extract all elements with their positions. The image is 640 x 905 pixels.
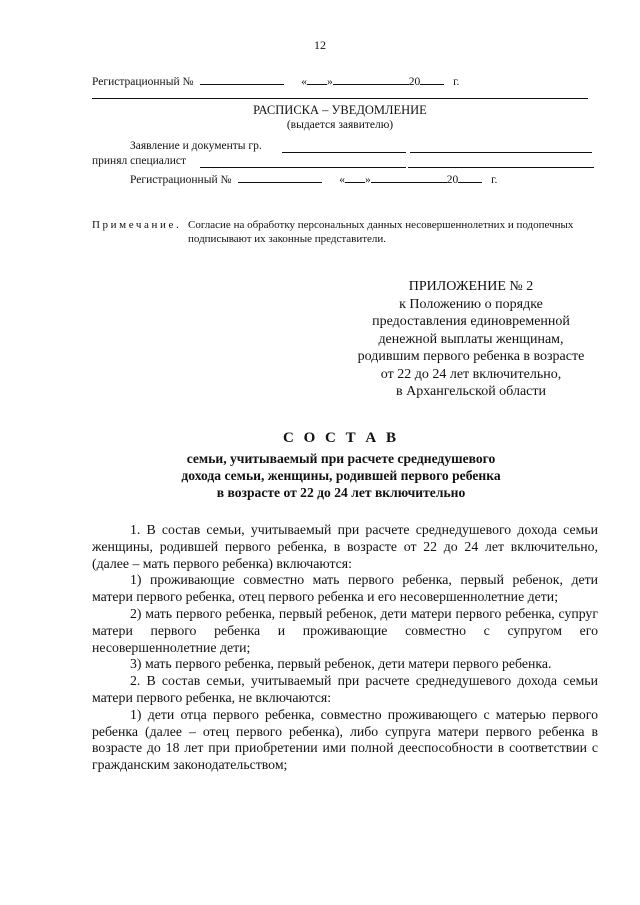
day-blank[interactable]	[307, 73, 327, 85]
paragraph: 1) дети отца первого ребенка, совместно проживающего с матерью первого ребенка (далее – отец первого ребенка), либо супруга матери первого ребенка в возрасте до 18 лет при приобретении ими полной дееспособности в соответствии с гражданским законодательством;	[92, 706, 598, 773]
receipt-quote-close: »	[364, 174, 371, 186]
page-number: 12	[314, 38, 326, 52]
paragraph: 3) мать первого ребенка, первый ребенок, дети матери первого ребенка.	[130, 656, 552, 672]
appendix-line: денежной выплаты женщинам,	[378, 331, 564, 347]
registration-label: Регистрационный №	[92, 76, 194, 88]
paragraph: 2. В состав семьи, учитываемый при расчете среднедушевого дохода семьи матери первого ребенка, не включаются:	[92, 673, 598, 705]
receipt-registration-label: Регистрационный №	[130, 174, 232, 186]
applicant-name-blank-2[interactable]	[410, 152, 592, 153]
receipt-title: РАСПИСКА – УВЕДОМЛЕНИЕ	[253, 103, 427, 117]
quote-close: »	[326, 76, 333, 88]
receipt-quote-open: «	[339, 174, 345, 186]
receipt-year-prefix: 20	[446, 174, 459, 186]
appendix-line: ПРИЛОЖЕНИЕ № 2	[408, 279, 534, 294]
specialist-line	[92, 155, 186, 167]
specialist-signature-blank[interactable]	[408, 167, 594, 168]
appendix-line: родившим первого ребенка в возрасте	[357, 349, 585, 364]
specialist-label: принял специалист	[92, 155, 187, 167]
subtitle-line: семьи, учитываемый при расчете среднедушевого	[186, 451, 496, 466]
quote-open: «	[301, 76, 307, 88]
year-prefix: 20	[408, 76, 421, 88]
subtitle-line: в возрасте от 22 до 24 лет включительно	[216, 485, 466, 500]
receipt-registration-number-blank[interactable]	[238, 171, 322, 183]
paragraph: 1) проживающие совместно мать первого ребенка, первый ребенок, дети матери первого ребенка, отец первого ребенка и его несовершеннолетние дети;	[92, 572, 598, 605]
cut-line	[92, 98, 588, 99]
appendix-line: предоставления единовременной	[372, 314, 570, 329]
registration-number-blank[interactable]	[200, 73, 284, 85]
receipt-subtitle: (выдается заявителю)	[286, 119, 394, 131]
month-blank[interactable]	[333, 73, 409, 85]
document-subtitle	[92, 450, 590, 501]
year-blank[interactable]	[420, 73, 444, 85]
appendix-line: к Положению о порядке	[399, 296, 543, 312]
paragraph: 2) мать первого ребенка, первый ребенок, дети матери первого ребенка, супруг матери первого ребенка и проживающие совместно с супругом его несовершеннолетние дети;	[92, 605, 598, 655]
applicant-name-blank[interactable]	[282, 152, 406, 153]
receipt-year-blank[interactable]	[458, 171, 482, 183]
registration-line-receipt	[130, 171, 497, 186]
note-label: Примечание.	[92, 219, 182, 231]
receipt-day-blank[interactable]	[345, 171, 365, 183]
appendix-block	[330, 278, 612, 401]
document-body	[92, 522, 598, 774]
paragraph: 1. В состав семьи, учитываемый при расчете среднедушевого дохода семьи женщины, родившей первого ребенка, в возрасте от 22 до 24 лет включительно, (далее – мать первого ребенка) включаются:	[92, 522, 598, 571]
documents-received-line	[130, 140, 262, 152]
year-suffix: г.	[453, 76, 460, 88]
specialist-name-blank[interactable]	[200, 167, 406, 168]
appendix-line: от 22 до 24 лет включительно,	[380, 366, 562, 382]
appendix-line: в Архангельской области	[396, 384, 546, 399]
receipt-year-suffix: г.	[491, 174, 498, 186]
subtitle-line: дохода семьи, женщины, родившей первого ребенка	[181, 468, 501, 483]
documents-label: Заявление и документы гр.	[130, 140, 262, 152]
registration-line-top	[92, 73, 459, 88]
document-title: С О С Т А В	[283, 430, 399, 446]
note-text: Согласие на обработку персональных данных несовершеннолетних и подопечных подписывают их законные представители.	[188, 219, 574, 245]
receipt-month-blank[interactable]	[371, 171, 447, 183]
